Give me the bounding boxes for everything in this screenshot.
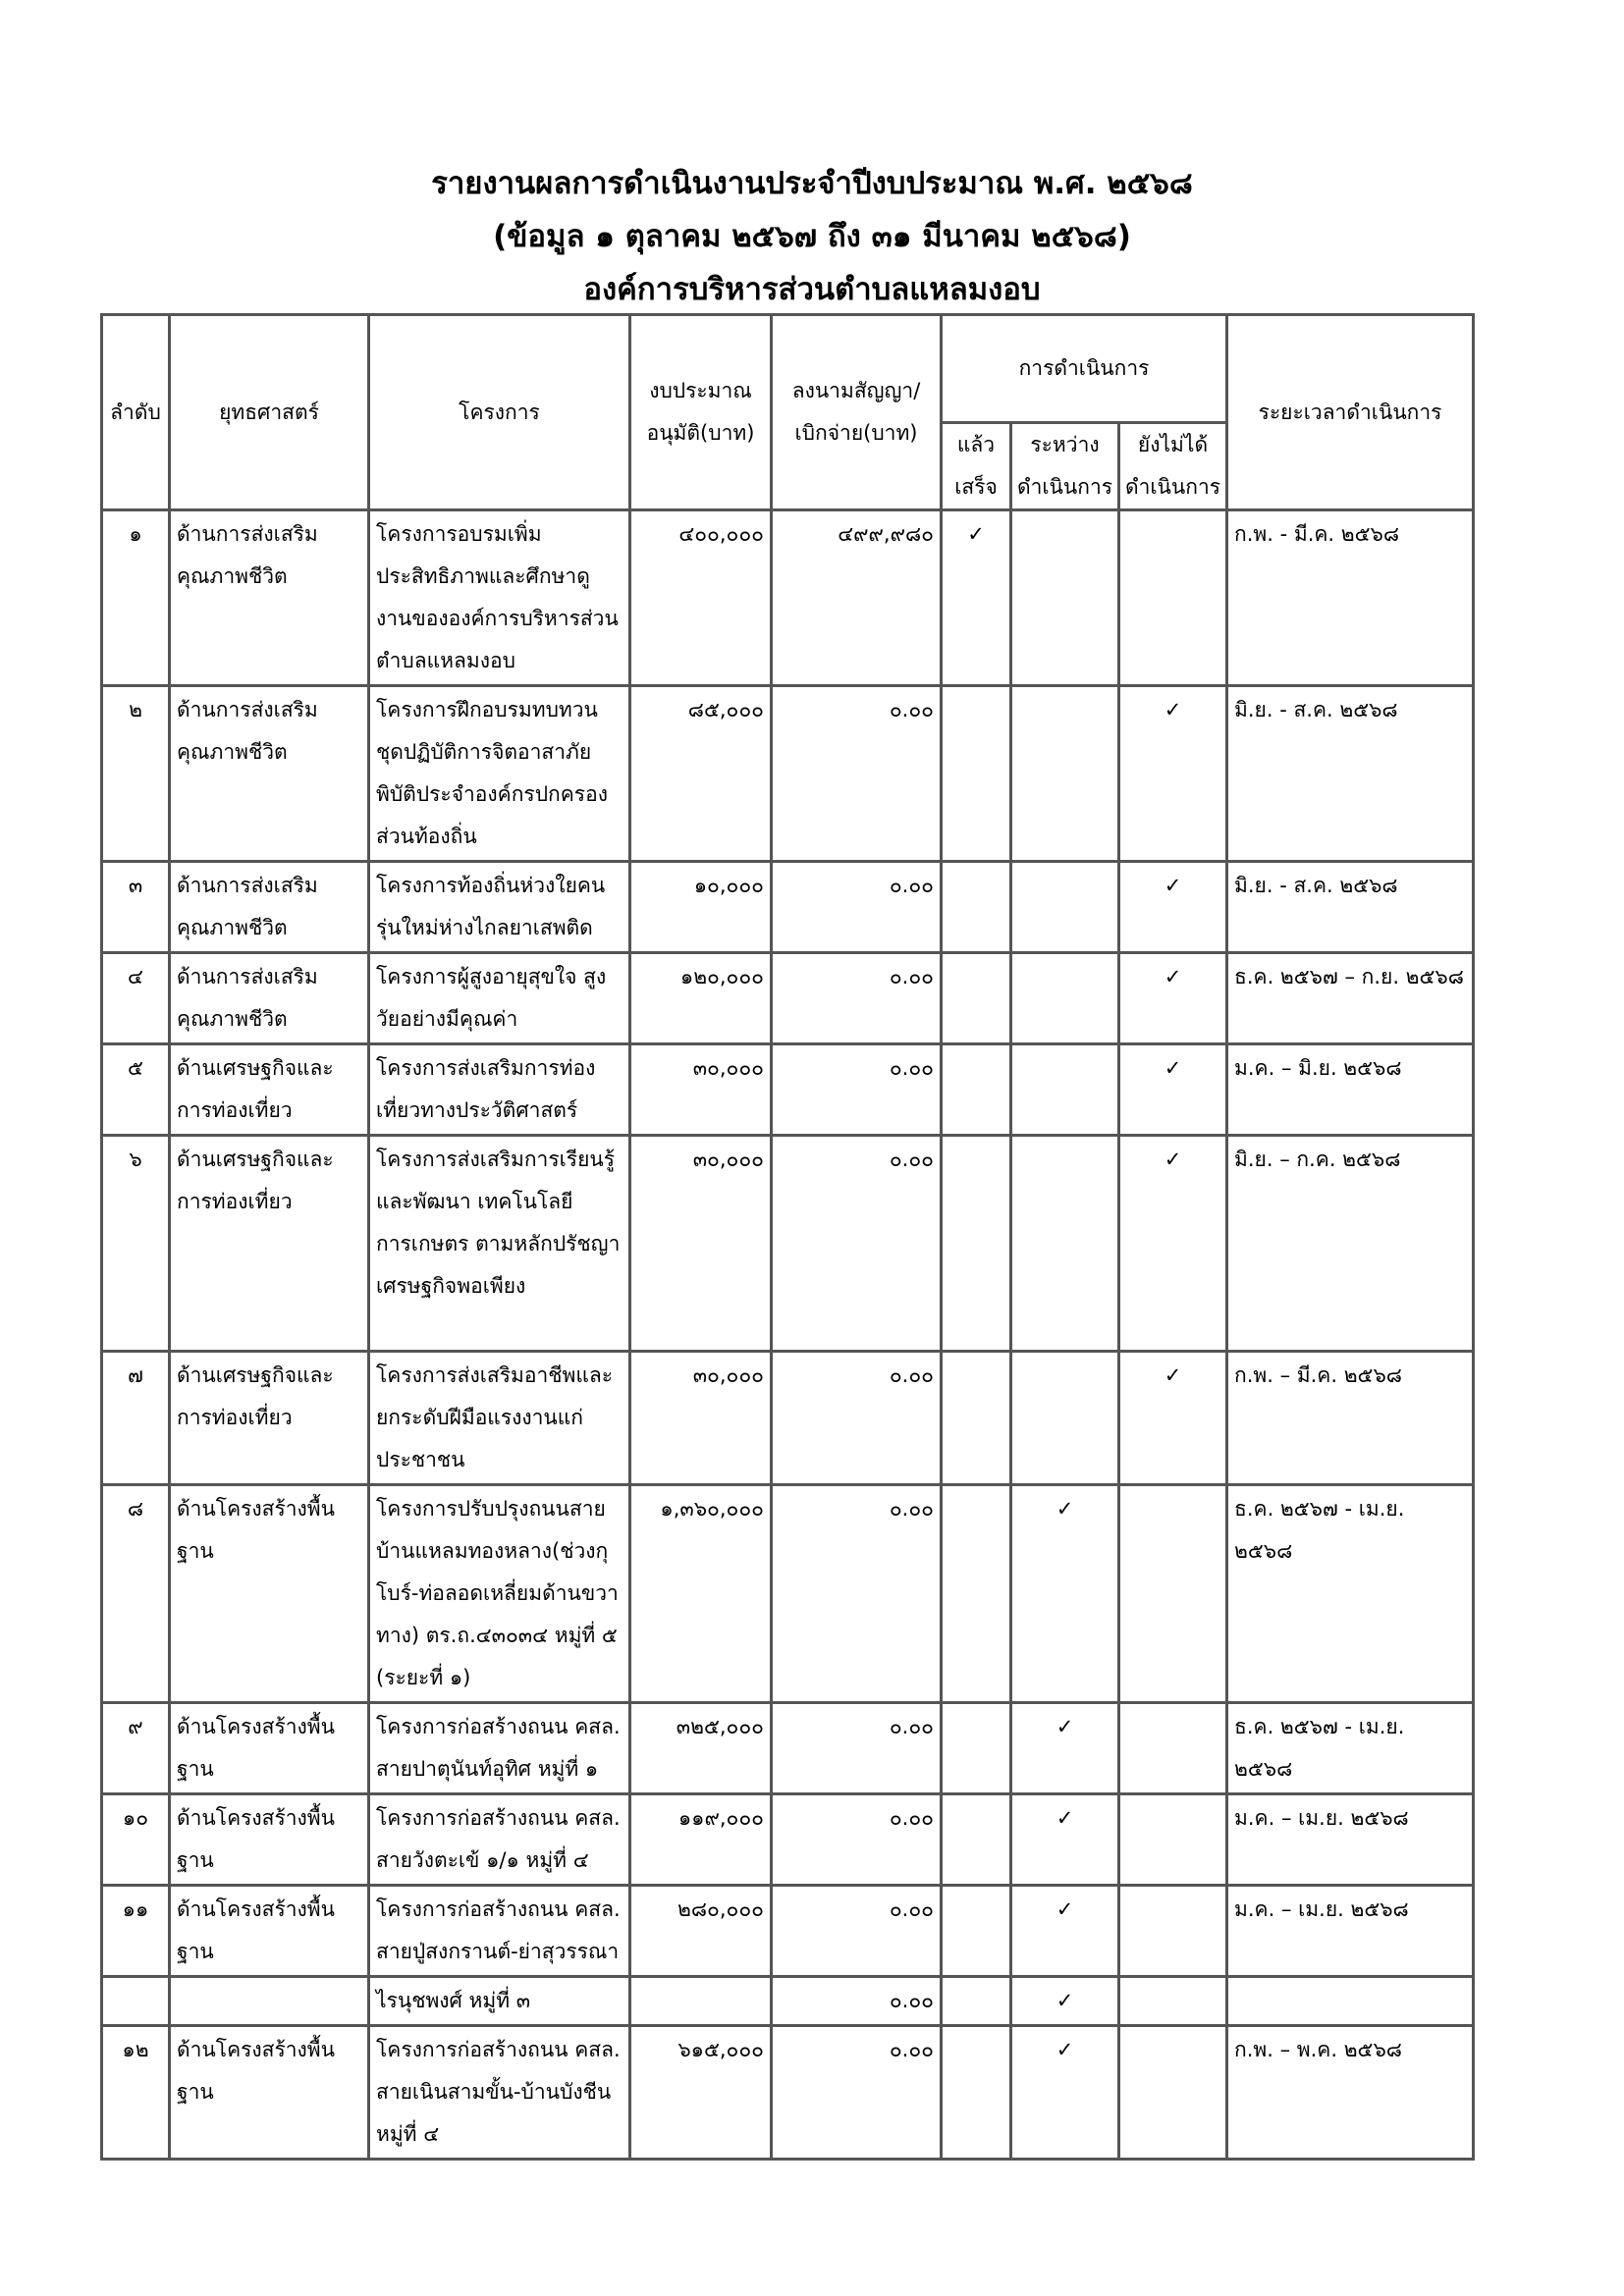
- header-budget: งบประมาณ อนุมัติ(บาท): [630, 315, 772, 510]
- table-row: [102, 1044, 1474, 1136]
- table-row: [102, 510, 1474, 686]
- row-status-not-started: [1119, 1136, 1227, 1352]
- row-number: ๑: [102, 510, 170, 686]
- row-budget: [630, 1977, 772, 2026]
- row-status-not-started: [1119, 686, 1227, 862]
- header-operation: การดำเนินการ: [942, 315, 1227, 423]
- row-status-in-progress: [1011, 1886, 1119, 1977]
- row-status-done: [942, 2026, 1011, 2160]
- row-status-not-started: [1119, 1352, 1227, 1485]
- header-no: ลำดับ: [102, 315, 170, 510]
- row-number: ๗: [102, 1352, 170, 1485]
- row-status-done: [942, 1485, 1011, 1703]
- row-project: โครงการผู้สูงอายุสุขใจ สูงวัยอย่างมีคุณค่า: [369, 953, 630, 1044]
- row-budget: ๔๐๐,๐๐๐: [630, 510, 772, 686]
- row-strategy: ด้านโครงสร้างพื้นฐาน: [170, 1794, 369, 1886]
- row-budget: ๑๑๙,๐๐๐: [630, 1794, 772, 1886]
- row-status-in-progress: [1011, 1703, 1119, 1794]
- row-budget: ๓๒๕,๐๐๐: [630, 1703, 772, 1794]
- check-mark-icon: ✓: [1056, 2038, 1074, 2061]
- table-row: [102, 1886, 1474, 1977]
- row-number: ๑๐: [102, 1794, 170, 1886]
- row-status-not-started: [1119, 510, 1227, 686]
- row-contract: ๐.๐๐: [772, 1703, 942, 1794]
- check-mark-icon: ✓: [1056, 1989, 1074, 2012]
- check-mark-icon: ✓: [1056, 1497, 1074, 1521]
- row-project: โครงการท้องถิ่นห่วงใยคนรุ่นใหม่ห่างไกลยาเสพติด: [369, 862, 630, 953]
- row-number: ๘: [102, 1485, 170, 1703]
- check-mark-icon: ✓: [1056, 1715, 1074, 1738]
- table-row: [102, 686, 1474, 862]
- row-contract: ๐.๐๐: [772, 862, 942, 953]
- row-period: ธ.ค. ๒๕๖๗ – ก.ย. ๒๕๖๘: [1227, 953, 1474, 1044]
- row-number: ๙: [102, 1703, 170, 1794]
- row-contract: ๐.๐๐: [772, 2026, 942, 2160]
- check-mark-icon: ✓: [1164, 1056, 1182, 1080]
- row-number: [102, 1977, 170, 2026]
- row-strategy: ด้านโครงสร้างพื้นฐาน: [170, 1886, 369, 1977]
- row-status-done: [942, 510, 1011, 686]
- row-strategy: ด้านโครงสร้างพื้นฐาน: [170, 1485, 369, 1703]
- row-status-not-started: [1119, 2026, 1227, 2160]
- row-status-done: [942, 1136, 1011, 1352]
- header-strategy: ยุทธศาสตร์: [170, 315, 369, 510]
- row-status-done: [942, 1794, 1011, 1886]
- row-status-done: [942, 1886, 1011, 1977]
- row-contract: ๐.๐๐: [772, 953, 942, 1044]
- row-strategy: ด้านการส่งเสริมคุณภาพชีวิต: [170, 510, 369, 686]
- header-not-started: ยังไม่ได้ ดำเนินการ: [1119, 423, 1227, 510]
- row-project: โครงการส่งเสริมการท่องเที่ยวทางประวัติศาสตร์: [369, 1044, 630, 1136]
- row-project: โครงการปรับปรุงถนนสายบ้านแหลมทองหลาง(ช่วงกุโบร์-ท่อลอดเหลี่ยมด้านขวาทาง) ตร.ถ.๔๓๐๓๔ หมู่ที่ ๕ (ระยะที่ ๑): [369, 1485, 630, 1703]
- check-mark-icon: ✓: [1164, 874, 1182, 897]
- row-project: โครงการก่อสร้างถนน คสล. สายปู่สงกรานต์-ย่าสุวรรณา: [369, 1886, 630, 1977]
- row-budget: ๘๕,๐๐๐: [630, 686, 772, 862]
- table-row: [102, 1794, 1474, 1886]
- row-budget: ๓๐,๐๐๐: [630, 1352, 772, 1485]
- row-contract: ๐.๐๐: [772, 686, 942, 862]
- row-status-done: [942, 1703, 1011, 1794]
- table-row: [102, 1977, 1474, 2026]
- row-budget: ๑๐,๐๐๐: [630, 862, 772, 953]
- row-number: ๕: [102, 1044, 170, 1136]
- row-status-in-progress: [1011, 1485, 1119, 1703]
- row-strategy: ด้านโครงสร้างพื้นฐาน: [170, 1703, 369, 1794]
- row-status-not-started: [1119, 1886, 1227, 1977]
- row-status-in-progress: [1011, 1136, 1119, 1352]
- row-project: โครงการก่อสร้างถนน คสล. สายเนินสามขั้น-บ้านบังชีน หมู่ที่ ๔: [369, 2026, 630, 2160]
- row-budget: ๖๑๕,๐๐๐: [630, 2026, 772, 2160]
- check-mark-icon: ✓: [1164, 1363, 1182, 1387]
- table-body: [102, 510, 1474, 2160]
- row-period: ก.พ. - มี.ค. ๒๕๖๘: [1227, 510, 1474, 686]
- header-done: แล้ว เสร็จ: [942, 423, 1011, 510]
- table-row: [102, 862, 1474, 953]
- row-status-in-progress: [1011, 862, 1119, 953]
- row-status-not-started: [1119, 953, 1227, 1044]
- row-strategy: ด้านเศรษฐกิจและการท่องเที่ยว: [170, 1352, 369, 1485]
- row-contract: ๐.๐๐: [772, 1886, 942, 1977]
- row-period: [1227, 1977, 1474, 2026]
- check-mark-icon: ✓: [1056, 1806, 1074, 1830]
- organization-name: องค์การบริหารส่วนตำบลแหลมงอบ: [583, 272, 1041, 307]
- row-contract: ๐.๐๐: [772, 1485, 942, 1703]
- report-title: รายงานผลการดำเนินงานประจำปีงบประมาณ พ.ศ. ๒๕๖๘: [431, 166, 1193, 201]
- row-status-in-progress: [1011, 686, 1119, 862]
- row-status-done: [942, 862, 1011, 953]
- table-row: [102, 2026, 1474, 2160]
- header-period: ระยะเวลาดำเนินการ: [1227, 315, 1474, 510]
- row-period: มิ.ย. – ก.ค. ๒๕๖๘: [1227, 1136, 1474, 1352]
- row-contract: ๐.๐๐: [772, 1352, 942, 1485]
- row-contract: ๔๙๙,๙๘๐: [772, 510, 942, 686]
- row-status-in-progress: [1011, 1044, 1119, 1136]
- row-status-done: [942, 1352, 1011, 1485]
- row-status-not-started: [1119, 1794, 1227, 1886]
- row-budget: ๓๐,๐๐๐: [630, 1044, 772, 1136]
- row-status-in-progress: [1011, 1794, 1119, 1886]
- check-mark-icon: ✓: [1056, 1897, 1074, 1921]
- check-mark-icon: ✓: [967, 522, 985, 546]
- table-row: [102, 1136, 1474, 1352]
- row-period: ก.พ. – พ.ค. ๒๕๖๘: [1227, 2026, 1474, 2160]
- row-status-done: [942, 953, 1011, 1044]
- row-strategy: ด้านการส่งเสริมคุณภาพชีวิต: [170, 862, 369, 953]
- project-table: [100, 313, 1475, 2161]
- check-mark-icon: ✓: [1164, 1148, 1182, 1171]
- row-status-in-progress: [1011, 953, 1119, 1044]
- header-project: โครงการ: [369, 315, 630, 510]
- row-status-in-progress: [1011, 1352, 1119, 1485]
- table-row: [102, 953, 1474, 1044]
- report-period: (ข้อมูล ๑ ตุลาคม ๒๕๖๗ ถึง ๓๑ มีนาคม ๒๕๖๘): [493, 219, 1131, 254]
- header-contract: ลงนามสัญญา/ เบิกจ่าย(บาท): [772, 315, 942, 510]
- row-contract: ๐.๐๐: [772, 1136, 942, 1352]
- row-strategy: ด้านโครงสร้างพื้นฐาน: [170, 2026, 369, 2160]
- report-titles: [0, 157, 1624, 316]
- row-period: ธ.ค. ๒๕๖๗ - เม.ย. ๒๕๖๘: [1227, 1703, 1474, 1794]
- row-status-not-started: [1119, 1044, 1227, 1136]
- row-number: ๒: [102, 686, 170, 862]
- row-strategy: ด้านการส่งเสริมคุณภาพชีวิต: [170, 953, 369, 1044]
- row-project: โครงการส่งเสริมอาชีพและยกระดับฝีมือแรงงานแก่ประชาชน: [369, 1352, 630, 1485]
- row-budget: ๓๐,๐๐๐: [630, 1136, 772, 1352]
- table-row: [102, 1485, 1474, 1703]
- row-project: โครงการก่อสร้างถนน คสล. สายปาตุนันท์อุทิศ หมู่ที่ ๑: [369, 1703, 630, 1794]
- row-budget: ๒๘๐,๐๐๐: [630, 1886, 772, 1977]
- row-budget: ๑๒๐,๐๐๐: [630, 953, 772, 1044]
- row-strategy: ด้านเศรษฐกิจและการท่องเที่ยว: [170, 1136, 369, 1352]
- row-strategy: ด้านการส่งเสริมคุณภาพชีวิต: [170, 686, 369, 862]
- header-in-progress: ระหว่าง ดำเนินการ: [1011, 423, 1119, 510]
- row-budget: ๑,๓๖๐,๐๐๐: [630, 1485, 772, 1703]
- row-number: ๑๒: [102, 2026, 170, 2160]
- row-period: ก.พ. – มี.ค. ๒๕๖๘: [1227, 1352, 1474, 1485]
- row-contract: ๐.๐๐: [772, 1794, 942, 1886]
- row-period: มิ.ย. - ส.ค. ๒๕๖๘: [1227, 862, 1474, 953]
- row-project: โครงการฝึกอบรมทบทวนชุดปฏิบัติการจิตอาสาภัยพิบัติประจำองค์กรปกครองส่วนท้องถิ่น: [369, 686, 630, 862]
- table-row: [102, 1352, 1474, 1485]
- row-project: โครงการอบรมเพิ่มประสิทธิภาพและศึกษาดูงานขององค์การบริหารส่วนตำบลแหลมงอบ: [369, 510, 630, 686]
- row-period: ม.ค. – มิ.ย. ๒๕๖๘: [1227, 1044, 1474, 1136]
- row-strategy: ด้านเศรษฐกิจและการท่องเที่ยว: [170, 1044, 369, 1136]
- row-project: ไรนุชพงศ์ หมู่ที่ ๓: [369, 1977, 630, 2026]
- table-row: [102, 1703, 1474, 1794]
- row-strategy: [170, 1977, 369, 2026]
- row-period: มิ.ย. - ส.ค. ๒๕๖๘: [1227, 686, 1474, 862]
- row-status-not-started: [1119, 1703, 1227, 1794]
- row-number: ๔: [102, 953, 170, 1044]
- row-status-in-progress: [1011, 1977, 1119, 2026]
- row-status-done: [942, 686, 1011, 862]
- row-project: โครงการส่งเสริมการเรียนรู้และพัฒนา เทคโนโลยีการเกษตร ตามหลักปรัชญาเศรษฐกิจพอเพียง: [369, 1136, 630, 1352]
- row-status-done: [942, 1977, 1011, 2026]
- row-status-done: [942, 1044, 1011, 1136]
- row-contract: ๐.๐๐: [772, 1977, 942, 2026]
- row-number: ๓: [102, 862, 170, 953]
- row-period: ม.ค. – เม.ย. ๒๕๖๘: [1227, 1886, 1474, 1977]
- row-status-not-started: [1119, 1977, 1227, 2026]
- check-mark-icon: ✓: [1164, 698, 1182, 721]
- row-status-not-started: [1119, 862, 1227, 953]
- row-period: ม.ค. – เม.ย. ๒๕๖๘: [1227, 1794, 1474, 1886]
- row-period: ธ.ค. ๒๕๖๗ - เม.ย. ๒๕๖๘: [1227, 1485, 1474, 1703]
- row-contract: ๐.๐๐: [772, 1044, 942, 1136]
- row-number: ๖: [102, 1136, 170, 1352]
- check-mark-icon: ✓: [1164, 965, 1182, 988]
- row-project: โครงการก่อสร้างถนน คสล. สายวังตะเข้ ๑/๑ หมู่ที่ ๔: [369, 1794, 630, 1886]
- row-number: ๑๑: [102, 1886, 170, 1977]
- row-status-not-started: [1119, 1485, 1227, 1703]
- row-status-in-progress: [1011, 2026, 1119, 2160]
- row-status-in-progress: [1011, 510, 1119, 686]
